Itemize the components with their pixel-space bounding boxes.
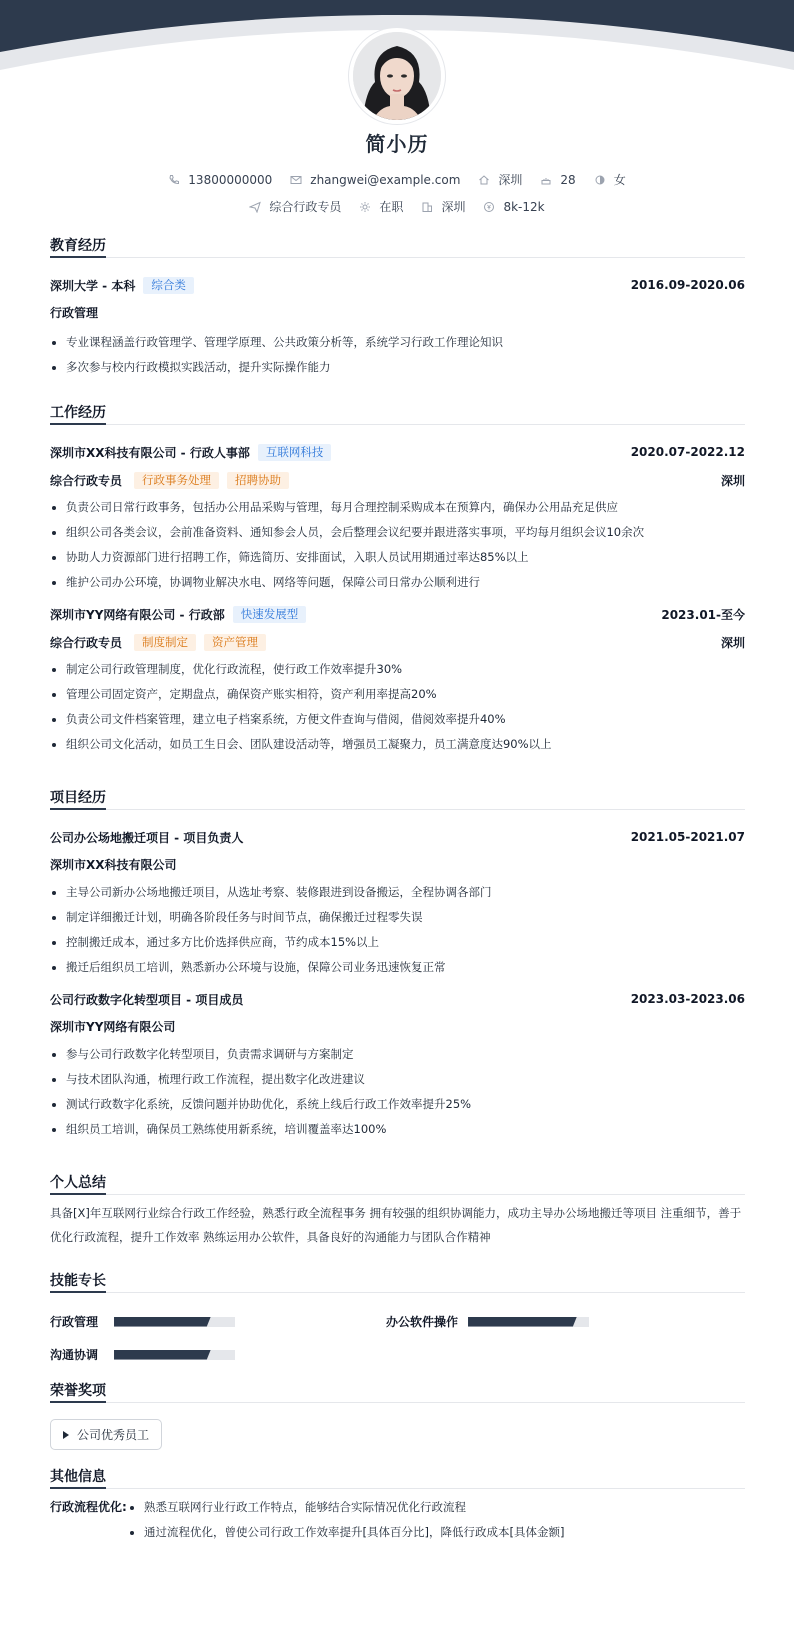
major: 行政管理 [50,306,99,320]
skill-bar-fill [114,1317,211,1327]
phone-item [168,173,272,187]
list-item: 组织公司各类会议，会前准备资料、通知参会人员，会后整理会议纪要并跟进落实事项，平均每月组织会议10余次 [50,520,745,545]
target-job-value: 综合行政专员 [269,200,342,214]
list-item: 通过流程优化，曾使公司行政工作效率提升[具体百分比]，降低行政成本[具体金额] [128,1520,745,1545]
skill-name: 行政管理 [50,1315,99,1329]
honor-name: 公司优秀员工 [77,1428,150,1442]
school-tag: 综合类 [143,277,194,294]
target-city-item [421,198,465,215]
list-item: 测试行政数字化系统，反馈问题并协助优化，系统上线后行政工作效率提升25% [50,1092,745,1117]
school-name: 深圳大学 - 本科 [50,278,136,293]
project-item [50,986,745,1142]
project-org: 深圳市YY网络有限公司 [50,1020,176,1034]
list-item: 控制搬迁成本，通过多方比价选择供应商，节约成本15%以上 [50,930,745,955]
skills-section [50,1271,745,1383]
avatar [353,32,441,120]
list-item: 多次参与校内行政模拟实践活动，提升实际操作能力 [50,355,745,380]
section-title: 荣誉奖项 [50,1381,745,1403]
list-item: 专业课程涵盖行政管理学、管理学原理、公共政策分析等，系统学习行政工作理论知识 [50,330,745,355]
list-item: 主导公司新办公场地搬迁项目，从选址考察、装修跟进到设备搬运，全程协调各部门 [50,880,745,905]
skill-item [50,1313,235,1330]
list-item: 负责公司文件档案管理，建立电子档案系统，方便文件查询与借阅，借阅效率提升40% [50,707,745,732]
cake-icon [540,174,552,186]
salary-value: 8k-12k [503,199,545,214]
target-job-item [249,198,341,215]
city-item [478,171,522,188]
list-item: 管理公司固定资产，定期盘点，确保资产账实相符，资产利用率提高20% [50,682,745,707]
work-date: 2020.07-2022.12 [630,445,745,459]
project-org: 深圳市XX科技有限公司 [50,858,177,872]
phone-icon [168,174,180,186]
list-item: 组织公司文化活动，如员工生日会、团队建设活动等，增强员工凝聚力，员工满意度达90%以上 [50,732,745,757]
education-item [50,272,745,380]
company-tag: 快速发展型 [233,606,307,623]
section-title: 其他信息 [50,1467,745,1489]
company-tag: 互联网科技 [258,444,332,461]
status-value: 在职 [379,200,404,214]
settings-icon [359,201,371,213]
avatar-frame [349,28,445,124]
skill-bar [468,1317,589,1327]
list-item: 协助人力资源部门进行招聘工作，筛选简历、安排面试，入职人员试用期通过率达85%以上 [50,545,745,570]
candidate-name: 简小历 [365,132,429,156]
list-item: 制定公司行政管理制度，优化行政流程，使行政工作效率提升30% [50,657,745,682]
work-date: 2023.01-至今 [661,607,745,622]
send-icon [249,201,261,213]
section-title: 项目经历 [50,788,745,810]
age-value: 28 [560,172,576,187]
work-section [50,403,745,757]
work-city: 深圳 [720,473,745,488]
skill-tag: 制度制定 [134,634,196,651]
project-date: 2021.05-2021.07 [630,830,745,844]
skill-item [50,1346,235,1363]
company-name: 深圳市YY网络有限公司 - 行政部 [50,607,225,622]
edu-date: 2016.09-2020.06 [630,278,745,292]
skill-bar [114,1317,235,1327]
project-item [50,824,745,980]
list-item: 负责公司日常行政事务，包括办公用品采购与管理，每月合理控制采购成本在预算内，确保办公用品充足供应 [50,495,745,520]
job-role: 综合行政专员 [50,473,123,488]
summary-section [50,1173,745,1249]
education-section [50,236,745,380]
salary-item [483,200,544,214]
list-item: 维护公司办公环境，协调物业解决水电、网络等问题，保障公司日常办公顺利进行 [50,570,745,595]
section-title: 工作经历 [50,403,745,425]
skill-bar-fill [114,1350,211,1360]
gender-value: 女 [613,173,626,187]
project-name: 公司办公场地搬迁项目 - 项目负责人 [50,830,244,845]
skill-tag: 招聘协助 [227,472,289,489]
list-item: 组织员工培训，确保员工熟练使用新系统，培训覆盖率达100% [50,1117,745,1142]
work-item [50,439,745,595]
honors-section [50,1381,745,1450]
phone-value: 13800000000 [188,172,273,187]
city-value: 深圳 [498,173,523,187]
honor-badge [50,1419,162,1450]
gender-icon [594,174,606,186]
skill-item [386,1313,589,1330]
work-city: 深圳 [720,635,745,650]
list-item: 熟悉互联网行业行政工作特点，能够结合实际情况优化行政流程 [128,1495,745,1520]
age-item [540,173,575,187]
list-item: 搬迁后组织员工培训，熟悉新办公环境与设施，保障公司业务迅速恢复正常 [50,955,745,980]
company-name: 深圳市XX科技有限公司 - 行政人事部 [50,445,250,460]
job-intent-row [0,198,794,215]
status-item [359,198,403,215]
skill-name: 办公软件操作 [386,1315,459,1329]
mail-icon [290,174,302,186]
contact-info-row [0,171,794,188]
project-date: 2023.03-2023.06 [630,992,745,1006]
play-icon [63,1431,69,1439]
list-item: 参与公司行政数字化转型项目，负责需求调研与方案制定 [50,1042,745,1067]
home-icon [478,174,490,186]
skill-tag: 资产管理 [204,634,266,651]
project-name: 公司行政数字化转型项目 - 项目成员 [50,992,244,1007]
building-icon [421,201,433,213]
skill-bar-fill [468,1317,577,1327]
summary-text: 具备[X]年互联网行业综合行政工作经验，熟悉行政全流程事务 拥有较强的组织协调能力，成功主导办公场地搬迁等项目 注重细节，善于优化行政流程，提升工作效率 熟练运用办公软件，具备良好的沟通能力与团队合作精神 [50,1206,742,1244]
list-item: 制定详细搬迁计划，明确各阶段任务与时间节点，确保搬迁过程零失误 [50,905,745,930]
email-item [290,173,460,187]
skill-tag: 行政事务处理 [134,472,219,489]
list-item: 与技术团队沟通，梳理行政工作流程，提出数字化改进建议 [50,1067,745,1092]
other-section [50,1467,745,1545]
gender-item [594,171,626,188]
skill-bar [114,1350,235,1360]
skill-name: 沟通协调 [50,1348,99,1362]
email-value: zhangwei@example.com [310,172,461,187]
job-role: 综合行政专员 [50,635,123,650]
projects-section [50,788,745,1142]
money-icon [483,201,495,213]
work-item [50,601,745,757]
section-title: 技能专长 [50,1271,745,1293]
other-key: 行政流程优化: [50,1500,127,1514]
section-title: 教育经历 [50,236,745,258]
section-title: 个人总结 [50,1173,745,1195]
target-city-value: 深圳 [441,200,466,214]
